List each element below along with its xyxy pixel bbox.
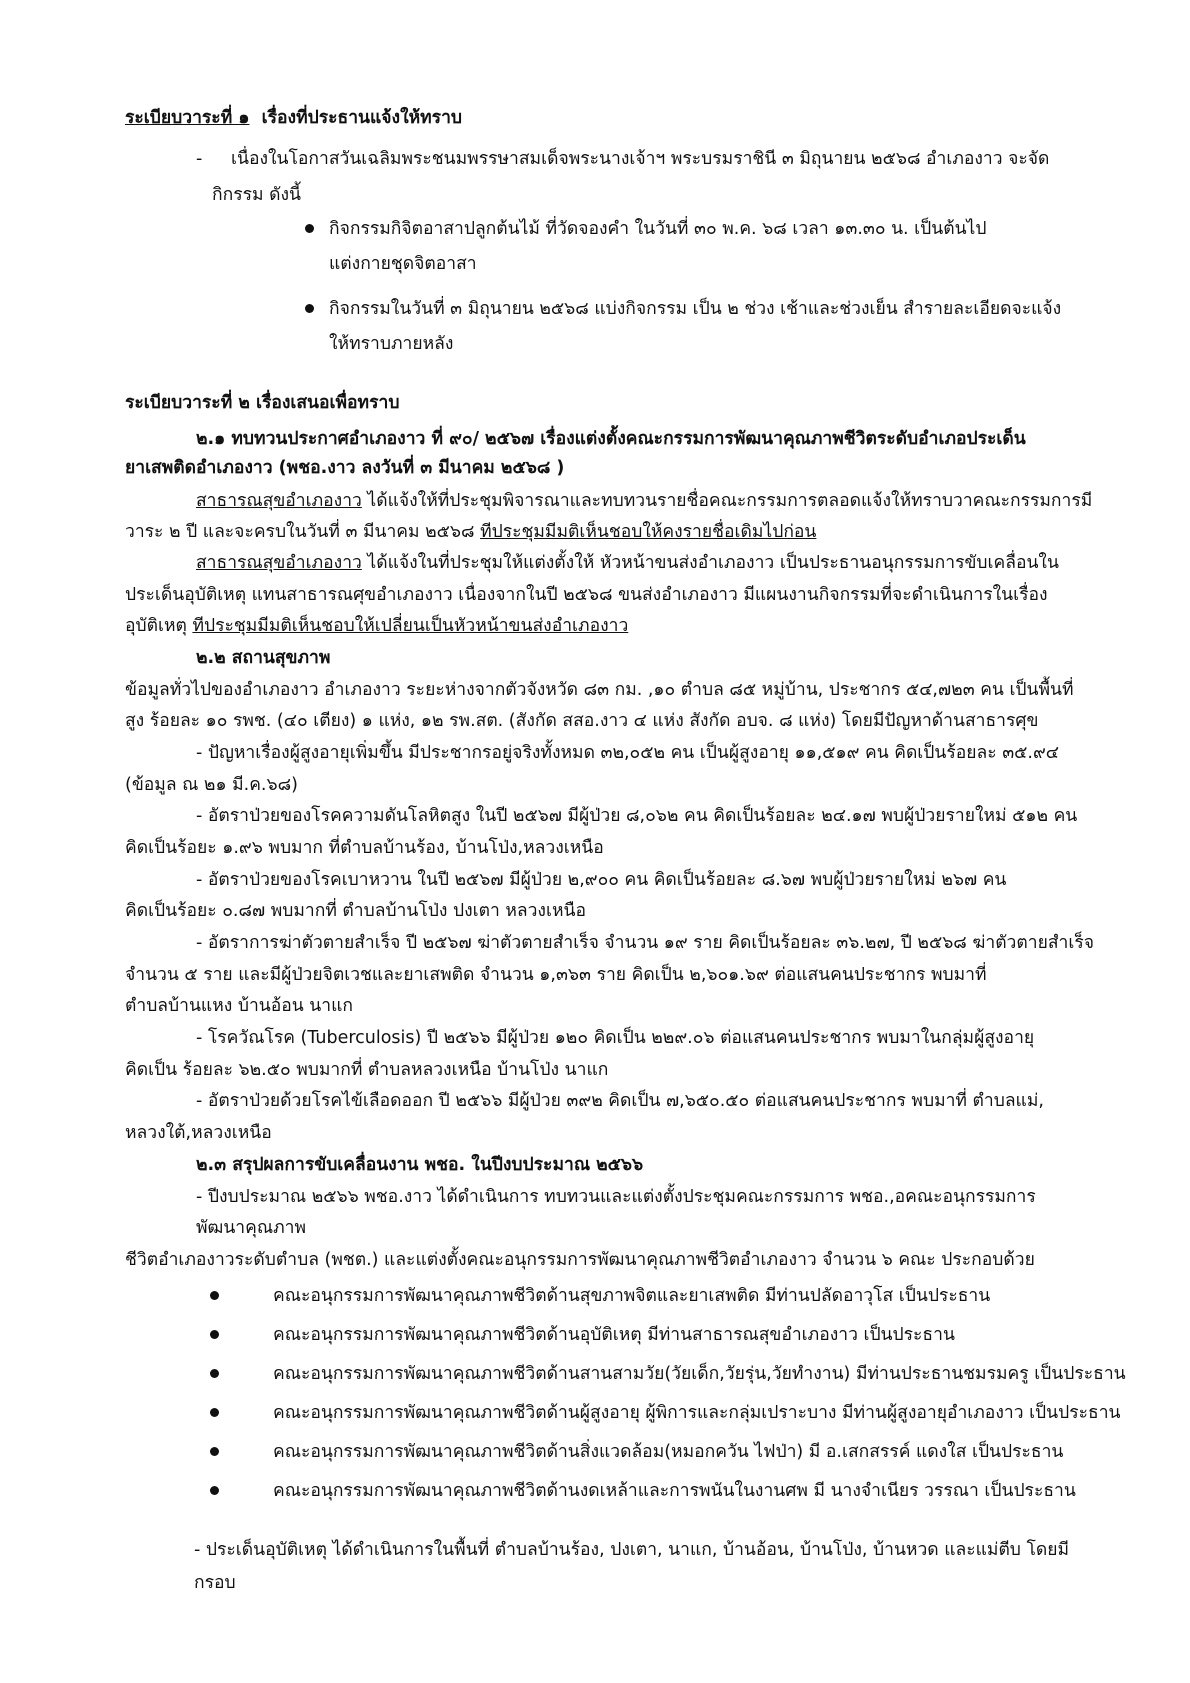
- health-line: ตำบลบ้านแหง บ้านอ้อน นาแก: [125, 996, 353, 1016]
- health-line: - อัตราป่วยด้วยโรคไข้เลือดออก ปี ๒๕๖๖ มีผู้ป่วย ๓๙๒ คิดเป็น ๗,๖๕๐.๕๐ ต่อแสนคนประชากร พบมาที่ ตำบลแม่,: [196, 1091, 1044, 1111]
- section-2-1-title-line2: ยาเสพติดอำเภองาว (พชอ.งาว ลงวันที่ ๓ มีนาคม ๒๕๖๘ ): [125, 458, 565, 478]
- bullet-icon: [210, 1369, 219, 1378]
- para2-text-c: อุบัติเหตุ: [125, 616, 193, 636]
- health-line: จำนวน ๕ ราย และมีผู้ป่วยจิตเวชและยาเสพติด จำนวน ๑,๓๖๓ ราย คิดเป็น ๒,๖๐๑.๖๙ ต่อแสนคนประชากร พบมาที่: [125, 965, 987, 985]
- para2-text-a: ได้แจ้งในที่ประชุมให้แต่งตั้งให้ หัวหน้าขนส่งอำเภองาว เป็นประธานอนุกรรมการขับเคลื่อนใน: [361, 553, 1059, 573]
- committee-item: คณะอนุกรรมการพัฒนาคุณภาพชีวิตด้านงดเหล้าและการพนันในงานศพ มี นางจำเนียร วรรณา เป็นประธาน: [273, 1481, 1076, 1501]
- agenda1-bullet1-line1: กิจกรรมกิจิตอาสาปลูกต้นไม้ ที่วัดจองคำ ในวันที่ ๓๐ พ.ค. ๖๘ เวลา ๑๓.๓๐ น. เป็นต้นไป: [329, 219, 987, 239]
- health-line: สูง ร้อยละ ๑๐ รพช. (๔๐ เตียง) ๑ แห่ง, ๑๒ รพ.สต. (สังกัด สสอ.งาว ๔ แห่ง สังกัด อบจ. ๘ แห่ง) โดยมีปัญหาด้านสาธารศุข: [125, 711, 1039, 731]
- para1-line2: [125, 517, 816, 547]
- para2-line3: [125, 611, 628, 641]
- bullet-icon: [210, 1447, 219, 1456]
- section-2-3-line1: - ปีงบประมาณ ๒๕๖๖ พชอ.งาว ได้ดำเนินการ ทบทวนและแต่งตั้งประชุมคณะกรรมการ พชอ.,อคณะอนุกรรมการ: [196, 1187, 1036, 1207]
- health-line: - โรควัณโรค (Tuberculosis) ปี ๒๕๖๖ มีผู้ป่วย ๑๒๐ คิดเป็น ๒๒๙.๐๖ ต่อแสนคนประชากร พบมาในกลุ่มผู้สูงอายุ: [196, 1028, 1035, 1048]
- bullet-icon: [305, 224, 314, 233]
- health-line: คิดเป็น ร้อยละ ๖๒.๕๐ พบมากที่ ตำบลหลวงเหนือ บ้านโป่ง นาแก: [125, 1060, 609, 1080]
- para2-line2: ประเด็นอุบัติเหตุ แทนสาธารณศุขอำเภองาว เนื่องจากในปี ๒๕๖๘ ขนส่งอำเภองาว มีแผนงานกิจกรรมที่จะดำเนินการในเรื่อง: [125, 585, 1048, 605]
- committee-item: คณะอนุกรรมการพัฒนาคุณภาพชีวิตด้านสานสามวัย(วัยเด็ก,วัยรุ่น,วัยทำงาน) มีท่านประธานชมรมครู เป็นประธาน: [273, 1364, 1126, 1384]
- bullet-icon: [210, 1408, 219, 1417]
- agenda1-dash: -: [196, 149, 203, 169]
- bullet-icon: [210, 1291, 219, 1300]
- agenda1-title: เรื่องที่ประธานแจ้งให้ทราบ: [261, 108, 463, 128]
- bullet-icon: [210, 1330, 219, 1339]
- committee-item: คณะอนุกรรมการพัฒนาคุณภาพชีวิตด้านผู้สูงอายุ ผู้พิการและกลุ่มเปราะบาง มีท่านผู้สูงอายุอำเภองาว เป็นประธาน: [273, 1403, 1121, 1423]
- health-line: - อัตราป่วยของโรคความดันโลหิตสูง ในปี ๒๕๖๗ มีผู้ป่วย ๘,๐๖๒ คน คิดเป็นร้อยละ ๒๔.๑๗ พบผู้ป่วยรายใหม่ ๕๑๒ คน: [196, 806, 1078, 826]
- section-2-3-line2: พัฒนาคุณภาพ: [196, 1218, 306, 1238]
- para1-text-a: ได้แจ้งให้ที่ประชุมพิจารณาและทบทวนรายชื่อคณะกรรมการตลอดแจ้งให้ทราบวาคณะกรรมการมี: [361, 491, 1093, 511]
- bullet-icon: [305, 304, 314, 313]
- agenda2-heading: ระเบียบวาระที่ ๒ เรื่องเสนอเพื่อทราบ: [125, 393, 400, 413]
- health-line: คิดเป็นร้อยะ ๑.๙๖ พบมาก ที่ตำบลบ้านร้อง, บ้านโป่ง,หลวงเหนือ: [125, 838, 604, 858]
- section-2-2-title: ๒.๒ สถานสุขภาพ: [196, 648, 331, 668]
- agenda1-bullet1-line2: แต่งกายชุดจิตอาสา: [329, 254, 477, 274]
- committee-item: คณะอนุกรรมการพัฒนาคุณภาพชีวิตด้านสิ่งแวดล้อม(หมอกควัน ไฟป่า) มี อ.เสกสรรค์ แดงใส เป็นประธาน: [273, 1442, 1064, 1462]
- committee-item: คณะอนุกรรมการพัฒนาคุณภาพชีวิตด้านสุขภาพจิตและยาเสพติด มีท่านปลัดอาวุโส เป็นประธาน: [273, 1286, 991, 1306]
- para2-line1: [196, 548, 1059, 578]
- para1-subject: สาธารณสุขอำเภองาว: [196, 491, 362, 511]
- agenda1-heading: ระเบียบวาระที่ ๑: [125, 108, 250, 128]
- health-line: - อัตราการฆ่าตัวตายสำเร็จ ปี ๒๕๖๗ ฆ่าตัวตายสำเร็จ จำนวน ๑๙ ราย คิดเป็นร้อยละ ๓๖.๒๗, ปี ๒๕๖๘ ฆ่าตัวตายสำเร็จ: [196, 933, 1094, 953]
- agenda1-intro-line2: กิกรรม ดังนี้: [212, 185, 301, 205]
- bullet-icon: [210, 1486, 219, 1495]
- para1-resolution: ทีประชุมมีมติเห็นชอบให้คงรายชื่อเดิมไปก่อน: [480, 522, 817, 542]
- para2-subject: สาธารณสุขอำเภองาว: [196, 553, 362, 573]
- closing-line2: กรอบ: [194, 1573, 236, 1593]
- health-line: (ข้อมูล ณ ๒๑ มี.ค.๖๘): [125, 775, 298, 795]
- agenda1-heading-line: [125, 103, 462, 133]
- agenda1-bullet2-line1: กิจกรรมในวันที่ ๓ มิถุนายน ๒๕๖๘ แบ่งกิจกรรม เป็น ๒ ช่วง เช้าและช่วงเย็น สำรายละเอียดจะแจ้ง: [329, 299, 1062, 319]
- section-2-1-title-line1: ๒.๑ ทบทวนประกาศอำเภองาว ที่ ๙๐/ ๒๕๖๗ เรื่องแต่งตั้งคณะกรรมการพัฒนาคุณภาพชีวิตระดับอำเภอประเด็น: [196, 429, 1026, 449]
- para1-text-b: วาระ ๒ ปี และจะครบในวันที่ ๓ มีนาคม ๒๕๖๘: [125, 522, 481, 542]
- health-line: - อัตราป่วยของโรคเบาหวาน ในปี ๒๕๖๗ มีผู้ป่วย ๒,๙๐๐ คน คิดเป็นร้อยละ ๘.๖๗ พบผู้ป่วยรายใหม่ ๒๖๗ คน: [196, 870, 1007, 890]
- health-line: - ปัญหาเรื่องผู้สูงอายุเพิ่มขึ้น มีประชากรอยู่จริงทั้งหมด ๓๒,๐๕๒ คน เป็นผู้สูงอายุ ๑๑,๕๑๙ คน คิดเป็นร้อยละ ๓๕.๙๔: [196, 743, 1060, 763]
- para1-line1: [196, 486, 1092, 516]
- health-line: คิดเป็นร้อยะ ๐.๘๗ พบมากที่ ตำบลบ้านโป่ง ปงเตา หลวงเหนือ: [125, 901, 586, 921]
- section-2-3-line3: ชีวิตอำเภองาวระดับตำบล (พชต.) และแต่งตั้งคณะอนุกรรมการพัฒนาคุณภาพชีวิตอำเภองาว จำนวน ๖ คณะ ประกอบด้วย: [125, 1250, 1035, 1270]
- health-line: หลวงใต้,หลวงเหนือ: [125, 1123, 272, 1143]
- agenda1-intro-line1: เนื่องในโอกาสวันเฉลิมพระชนมพรรษาสมเด็จพระนางเจ้าฯ พระบรมราชินี ๓ มิถุนายน ๒๕๖๘ อำเภองาว จะจัด: [231, 149, 1050, 169]
- health-line: ข้อมูลทั่วไปของอำเภองาว อำเภองาว ระยะห่างจากตัวจังหวัด ๘๓ กม. ,๑๐ ตำบล ๘๕ หมู่บ้าน, ประชากร ๕๔,๗๒๓ คน เป็นพื้นที่: [125, 680, 1074, 700]
- para2-resolution: ทีประชุมมีมติเห็นชอบให้เปลี่ยนเป็นหัวหน้าขนส่งอำเภองาว: [192, 616, 629, 636]
- section-2-3-title: ๒.๓ สรุปผลการขับเคลื่อนงาน พชอ. ในปีงบประมาณ ๒๕๖๖: [196, 1155, 644, 1175]
- agenda1-bullet2-line2: ให้ทราบภายหลัง: [329, 334, 454, 354]
- committee-item: คณะอนุกรรมการพัฒนาคุณภาพชีวิตด้านอุบัติเหตุ มีท่านสาธารณสุขอำเภองาว เป็นประธาน: [273, 1325, 955, 1345]
- closing-line1: - ประเด็นอุบัติเหตุ ได้ดำเนินการในพื้นที่ ตำบลบ้านร้อง, ปงเตา, นาแก, บ้านอ้อน, บ้านโป่ง, บ้านหวด และแม่ตีบ โดยมี: [194, 1540, 1070, 1560]
